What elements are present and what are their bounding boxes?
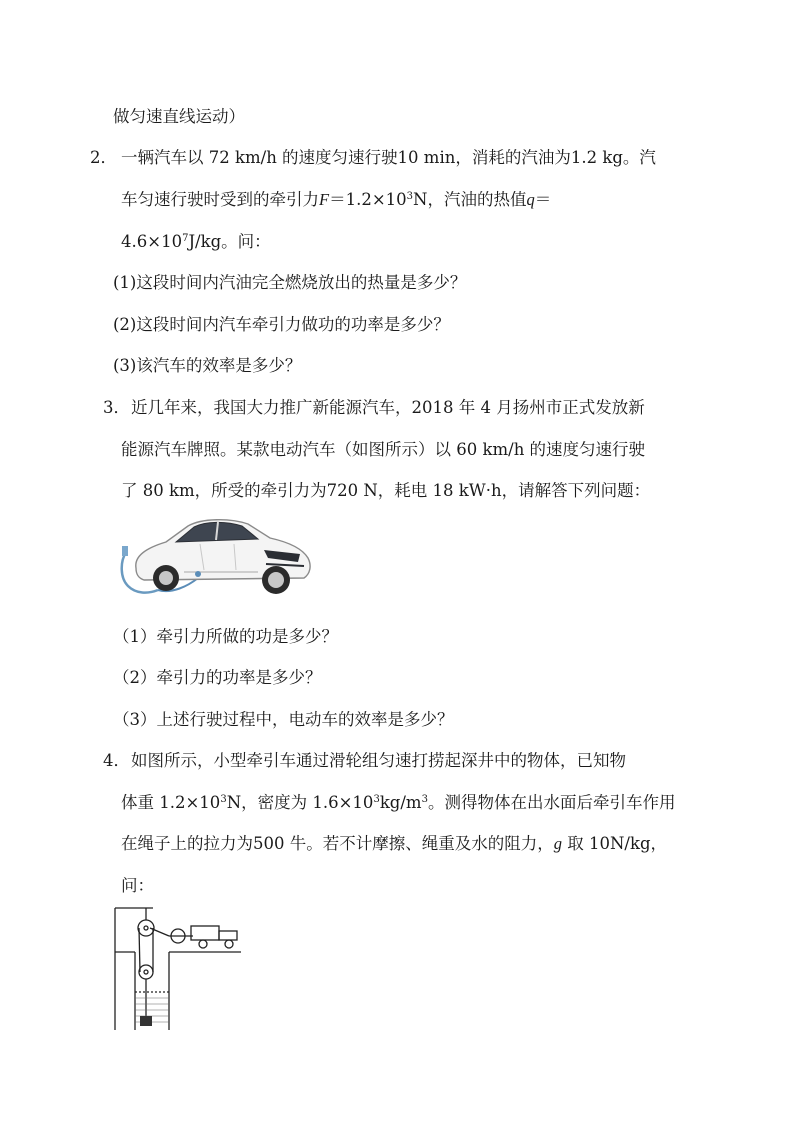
text-run: N，密度为 1.6×10 — [226, 793, 374, 812]
question-3-sub-3: （3）上述行驶过程中，电动车的效率是多少？ — [113, 710, 454, 729]
question-4-line-3 — [121, 833, 667, 855]
electric-car-image — [114, 512, 318, 606]
question-2-sub-3: (3)该汽车的效率是多少？ — [113, 356, 302, 375]
question-2-line-1: 一辆汽车以 72 km/h 的速度匀速行驶10 min，消耗的汽油为1.2 kg。汽 — [121, 148, 656, 167]
question-3-line-2: 能源汽车牌照。某款电动汽车（如图所示）以 60 km/h 的速度匀速行驶 — [121, 440, 646, 459]
exponent: 3 — [220, 794, 227, 805]
text-run: 取 10N/kg， — [562, 834, 668, 853]
question-2-sub-1: (1)这段时间内汽油完全燃烧放出的热量是多少？ — [113, 273, 467, 292]
text-run: 车匀速行驶时受到的牵引力 — [121, 190, 319, 209]
question-4-number: 4． — [103, 751, 130, 770]
question-3-sub-2: （2）牵引力的功率是多少？ — [113, 668, 322, 687]
text-run: N，汽油的热值 — [413, 190, 527, 209]
question-2-line-3 — [121, 231, 271, 253]
question-4-line-2 — [121, 792, 675, 814]
question-2-line-2 — [121, 189, 551, 211]
text-run: 体重 1.2×10 — [121, 793, 221, 812]
text-run: 4.6×10 — [121, 232, 183, 251]
text-run: ＝1.2×10 — [329, 190, 407, 209]
text-run: ＝ — [534, 190, 552, 209]
text-run: 。测得物体在出水面后牵引车作用 — [427, 793, 676, 812]
question-2-number: 2． — [90, 148, 117, 167]
question-3-line-3: 了 80 km，所受的牵引力为720 N，耗电 18 kW·h，请解答下列问题： — [121, 481, 651, 500]
question-3-number: 3． — [103, 398, 130, 417]
question-3-line-1: 近几年来，我国大力推广新能源汽车，2018 年 4 月扬州市正式发放新 — [131, 398, 645, 417]
exponent: 3 — [373, 794, 380, 805]
force-symbol: F — [319, 190, 330, 209]
text-run: kg/m — [379, 793, 422, 812]
exponent: 3 — [421, 794, 428, 805]
exponent: 7 — [182, 233, 189, 244]
question-3-sub-1: （1）牵引力所做的功是多少？ — [113, 627, 338, 646]
gravity-symbol: g — [553, 834, 562, 853]
question-4-line-1: 如图所示，小型牵引车通过滑轮组匀速打捞起深井中的物体，已知物 — [131, 751, 626, 770]
heat-value-symbol: q — [526, 190, 535, 209]
continued-text: 做匀速直线运动） — [113, 107, 245, 126]
question-2-sub-2: (2)这段时间内汽车牵引力做功的功率是多少？ — [113, 315, 450, 334]
exponent: 3 — [406, 191, 414, 202]
pulley-well-diagram — [113, 906, 243, 1030]
text-run: J/kg。问： — [188, 232, 271, 251]
question-4-line-4: 问： — [121, 876, 154, 895]
text-run: 在绳子上的拉力为500 牛。若不计摩擦、绳重及水的阻力， — [121, 834, 554, 853]
